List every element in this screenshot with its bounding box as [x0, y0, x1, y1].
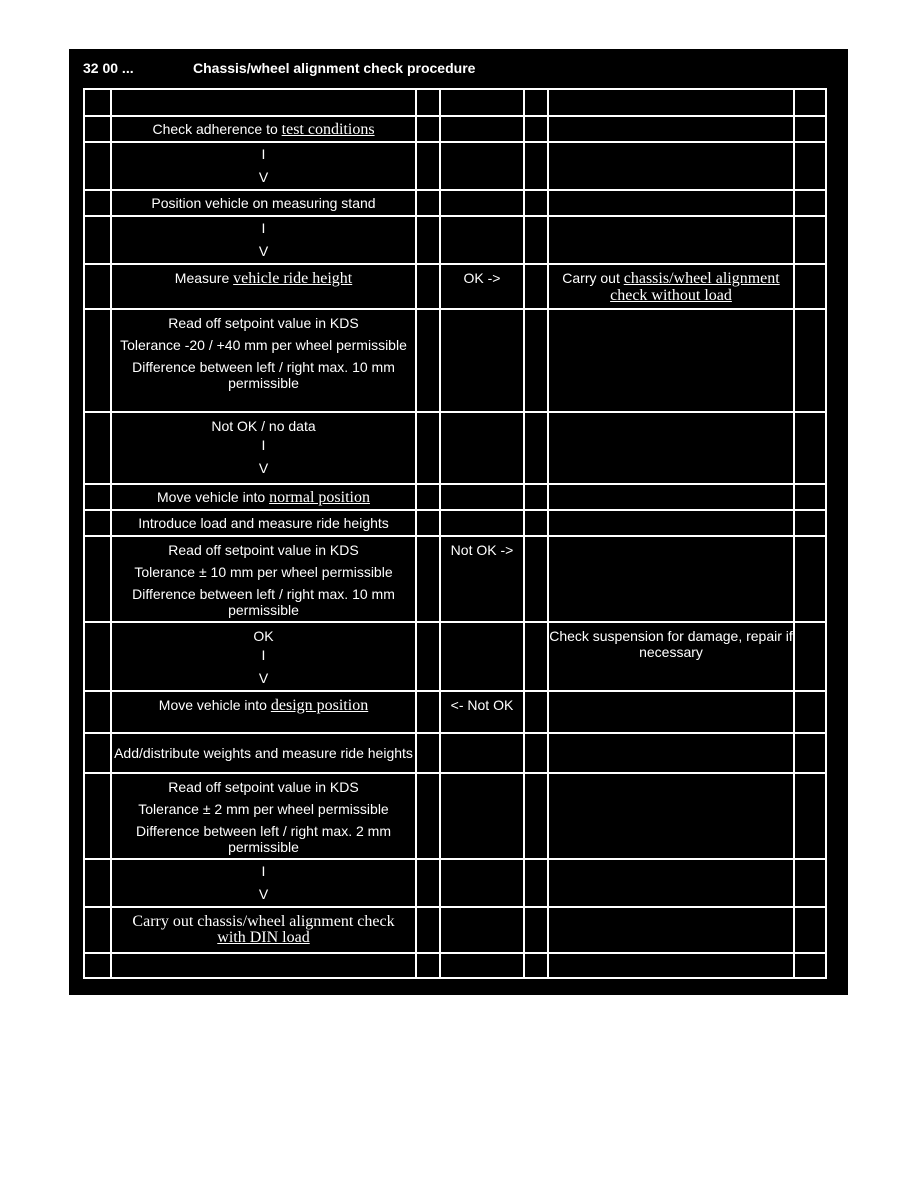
arrow-head: V: [258, 243, 269, 259]
table-row: [84, 89, 826, 116]
tolerance-text: Tolerance ± 10 mm per wheel permissible: [134, 564, 393, 580]
table-row: [84, 216, 826, 264]
arrow-head: V: [258, 670, 269, 686]
tolerance-text: Tolerance ± 2 mm per wheel permissible: [138, 801, 389, 817]
step-move-normal-position: [111, 484, 416, 510]
read-setpoint-text: Read off setpoint value in KDS: [168, 779, 359, 795]
table-row: [84, 142, 826, 190]
step-read-setpoint-1: [111, 309, 416, 412]
step-measure-ride-height: [111, 264, 416, 309]
ok-branch-label: OK ->: [440, 264, 524, 309]
step-position-vehicle: Position vehicle on measuring stand: [111, 190, 416, 216]
document-header: [69, 49, 848, 87]
flow-arrow-down: [111, 859, 416, 907]
table-row: [84, 773, 826, 859]
step-introduce-load: Introduce load and measure ride heights: [111, 510, 416, 536]
step-move-design-position: [111, 691, 416, 733]
arrow-head: V: [258, 460, 269, 476]
vehicle-ride-height-link[interactable]: vehicle ride height: [233, 270, 353, 287]
flow-arrow-down: [111, 216, 416, 264]
tolerance-text: Tolerance -20 / +40 mm per wheel permissible: [120, 337, 407, 353]
table-row: [84, 622, 826, 691]
back-not-ok-label: <- Not OK: [440, 691, 524, 733]
step-text: Measure: [174, 270, 234, 286]
not-ok-text: Not OK / no data: [211, 418, 316, 434]
table-row: [84, 484, 826, 510]
step-add-weights: Add/distribute weights and measure ride heights: [111, 733, 416, 773]
flow-arrow-down: [111, 142, 416, 190]
step-text: Move vehicle into: [158, 697, 271, 713]
test-conditions-link[interactable]: test conditions: [281, 120, 375, 138]
arrow-bar: I: [261, 146, 266, 162]
step-ok: [111, 622, 416, 691]
table-row: [84, 264, 826, 309]
step-check-suspension: Check suspension for damage, repair if necessary: [548, 622, 794, 691]
ok-text: OK: [253, 628, 274, 644]
table-row: [84, 412, 826, 484]
arrow-head: V: [258, 886, 269, 902]
step-text: Check adherence to: [152, 120, 282, 137]
table-row: [84, 116, 826, 142]
table-row: [84, 907, 826, 953]
alignment-without-load-link[interactable]: chassis/wheel alignment check without load: [610, 270, 780, 304]
step-final-alignment-check: [111, 907, 416, 953]
arrow-bar: I: [261, 863, 266, 879]
document-title: Chassis/wheel alignment check procedure: [193, 60, 476, 76]
din-load-link[interactable]: with DIN load: [217, 929, 310, 946]
difference-text: Difference between left / right max. 10 mm permissible: [132, 586, 395, 618]
step-read-setpoint-3: [111, 773, 416, 859]
table-row: [84, 733, 826, 773]
difference-text: Difference between left / right max. 10 mm permissible: [132, 359, 395, 391]
read-setpoint-text: Read off setpoint value in KDS: [168, 315, 359, 331]
difference-text: Difference between left / right max. 2 mm permissible: [136, 823, 391, 855]
arrow-bar: I: [261, 647, 266, 663]
section-code: 32 00 ...: [83, 60, 134, 76]
document-page: [69, 49, 848, 995]
step-text: Carry out: [562, 270, 624, 286]
table-row: [84, 536, 826, 622]
table-row: [84, 510, 826, 536]
step-not-ok-no-data: [111, 412, 416, 484]
step-carry-out-without-load: [548, 264, 794, 309]
normal-position-link[interactable]: normal position: [269, 488, 370, 506]
arrow-bar: I: [261, 220, 266, 236]
read-setpoint-text: Read off setpoint value in KDS: [168, 542, 359, 558]
table-row: [84, 859, 826, 907]
step-read-setpoint-2: [111, 536, 416, 622]
not-ok-branch-label: Not OK ->: [440, 536, 524, 622]
step-text: Move vehicle into: [157, 488, 270, 505]
table-row: [84, 953, 826, 978]
table-row: [84, 691, 826, 733]
design-position-link[interactable]: design position: [270, 697, 369, 714]
final-step-text: Carry out chassis/wheel alignment check: [132, 913, 395, 930]
arrow-bar: I: [261, 437, 266, 453]
step-check-conditions: [111, 116, 416, 142]
arrow-head: V: [258, 169, 269, 185]
table-row: [84, 190, 826, 216]
table-row: [84, 309, 826, 412]
procedure-flowchart-table: [83, 88, 827, 979]
